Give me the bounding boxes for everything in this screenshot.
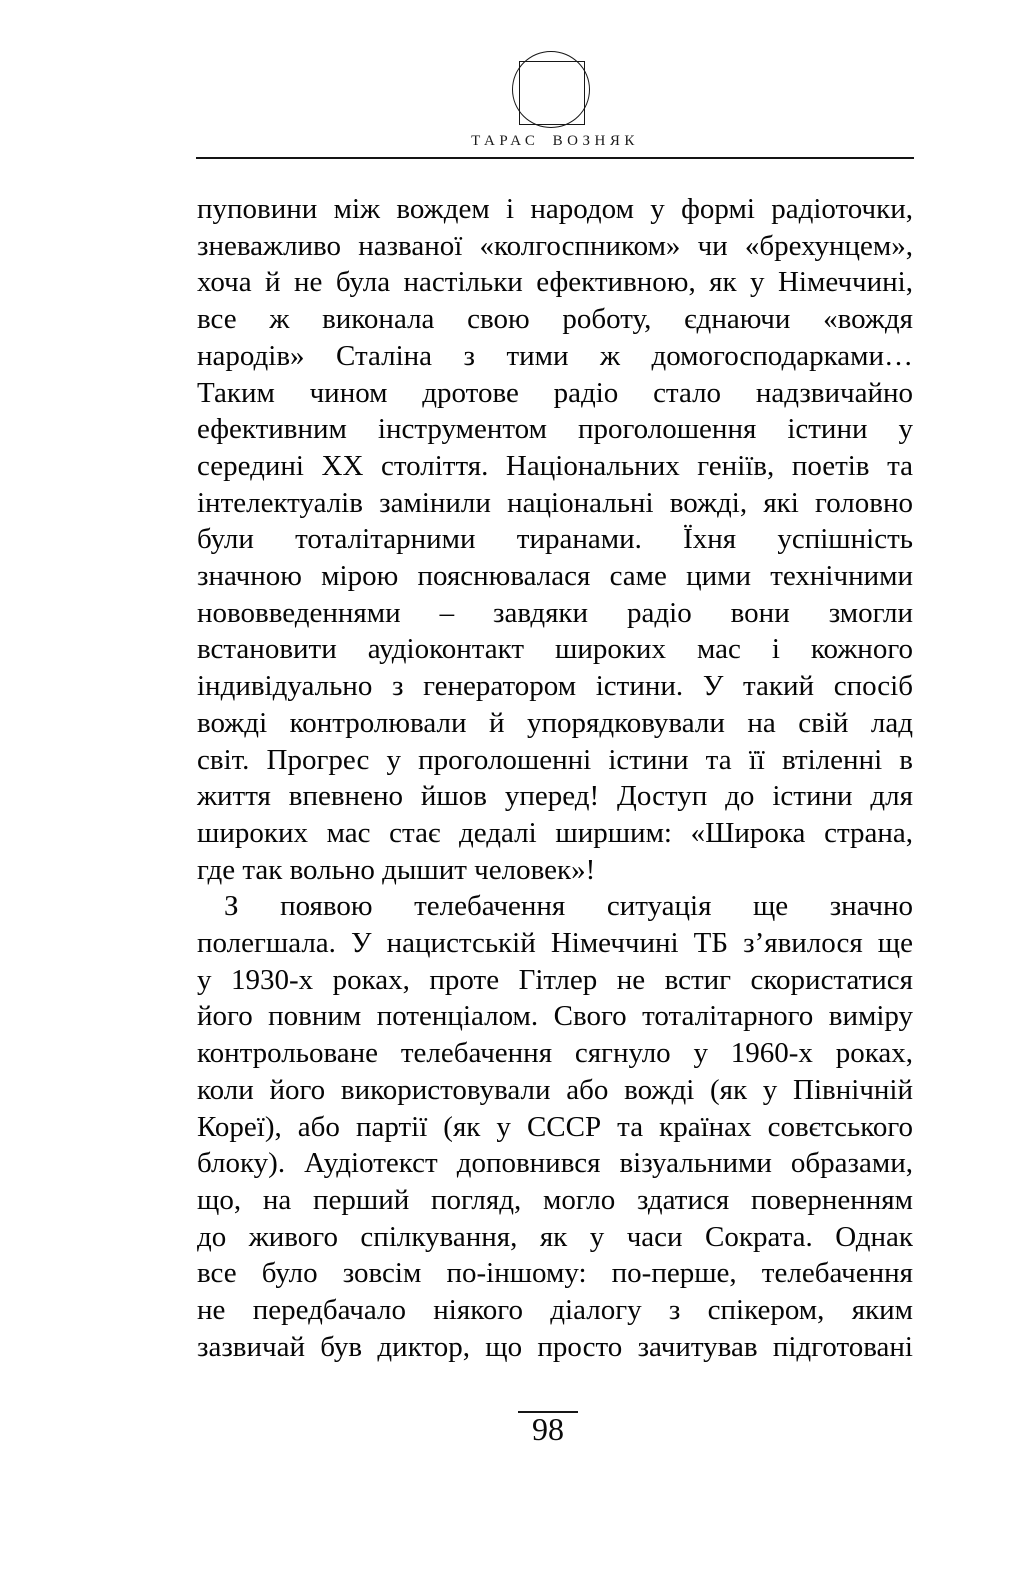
logo-square-shape (519, 61, 585, 125)
text-line: ефективним інструментом проголошення істини у (197, 413, 913, 446)
text-line: вожді контролювали й упорядковували на свій лад (197, 706, 913, 739)
text-line: індивідуально з генератором істини. У такий спосіб (197, 670, 913, 703)
text-line: где так вольно дышит человек»! (197, 853, 596, 886)
text-line: не передбачало ніякого діалогу з спікером, яким (197, 1294, 913, 1327)
page-number: 98 (532, 1411, 564, 1447)
text-line: що, на перший погляд, могло здатися поверненням (197, 1183, 913, 1216)
text-line: широких мас стає дедалі ширшим: «Широка страна, (197, 816, 913, 849)
text-line: блоку). Аудіотекст доповнився візуальними образами, (197, 1147, 913, 1180)
text-line: полегшала. У нацистській Німеччині ТБ з’явилося ще (197, 927, 913, 960)
page-body-text (197, 191, 913, 1366)
text-line: у 1930-х роках, проте Гітлер не встиг скористатися (197, 963, 913, 996)
text-line: З появою телебачення ситуація ще значно (224, 890, 913, 923)
text-line: Кореї), або партії (як у СССР та країнах совєтського (197, 1110, 913, 1143)
text-line: середині XX століття. Національних геніїв, поетів та (197, 449, 913, 482)
text-line: інтелектуалів замінили національні вожді, які головно (197, 486, 913, 519)
text-line: Таким чином дротове радіо стало надзвичайно (197, 376, 913, 409)
text-line: були тоталітарними тиранами. Їхня успішність (197, 523, 913, 556)
text-line: значною мірою пояснювалася саме цими технічними (197, 560, 913, 593)
text-line: встановити аудіоконтакт широких мас і кожного (197, 633, 913, 666)
running-header-author: ТАРАС ВОЗНЯК (471, 133, 639, 149)
text-line: зневажливо названої «колгоспником» чи «брехунцем», (197, 229, 913, 262)
text-line: світ. Прогрес у проголошенні істини та її втіленні в (197, 743, 913, 776)
text-line: контрольоване телебачення сягнуло у 1960-х роках, (197, 1037, 913, 1070)
text-line: життя впевнено йшов уперед! Доступ до істини для (197, 780, 913, 813)
text-line: нововведеннями – завдяки радіо вони змогли (197, 596, 913, 629)
text-line: до живого спілкування, як у часи Сократа. Однак (197, 1220, 913, 1253)
text-line: зазвичай був диктор, що просто зачитував підготовані (197, 1330, 913, 1363)
text-line: все ж виконала свою роботу, єднаючи «вождя (197, 303, 913, 336)
text-line: коли його використовували або вожді (як у Північній (197, 1073, 913, 1106)
text-line: народів» Сталіна з тими ж домогосподарками… (197, 339, 913, 372)
header-rule (196, 157, 914, 159)
text-line: його повним потенціалом. Свого тоталітарного виміру (197, 1000, 913, 1033)
text-line: пуповини між вождем і народом у формі радіоточки, (197, 193, 913, 225)
text-line: все було зовсім по-іншому: по-перше, телебачення (197, 1257, 913, 1290)
text-line: хоча й не була настільки ефективною, як у Німеччині, (197, 266, 913, 299)
